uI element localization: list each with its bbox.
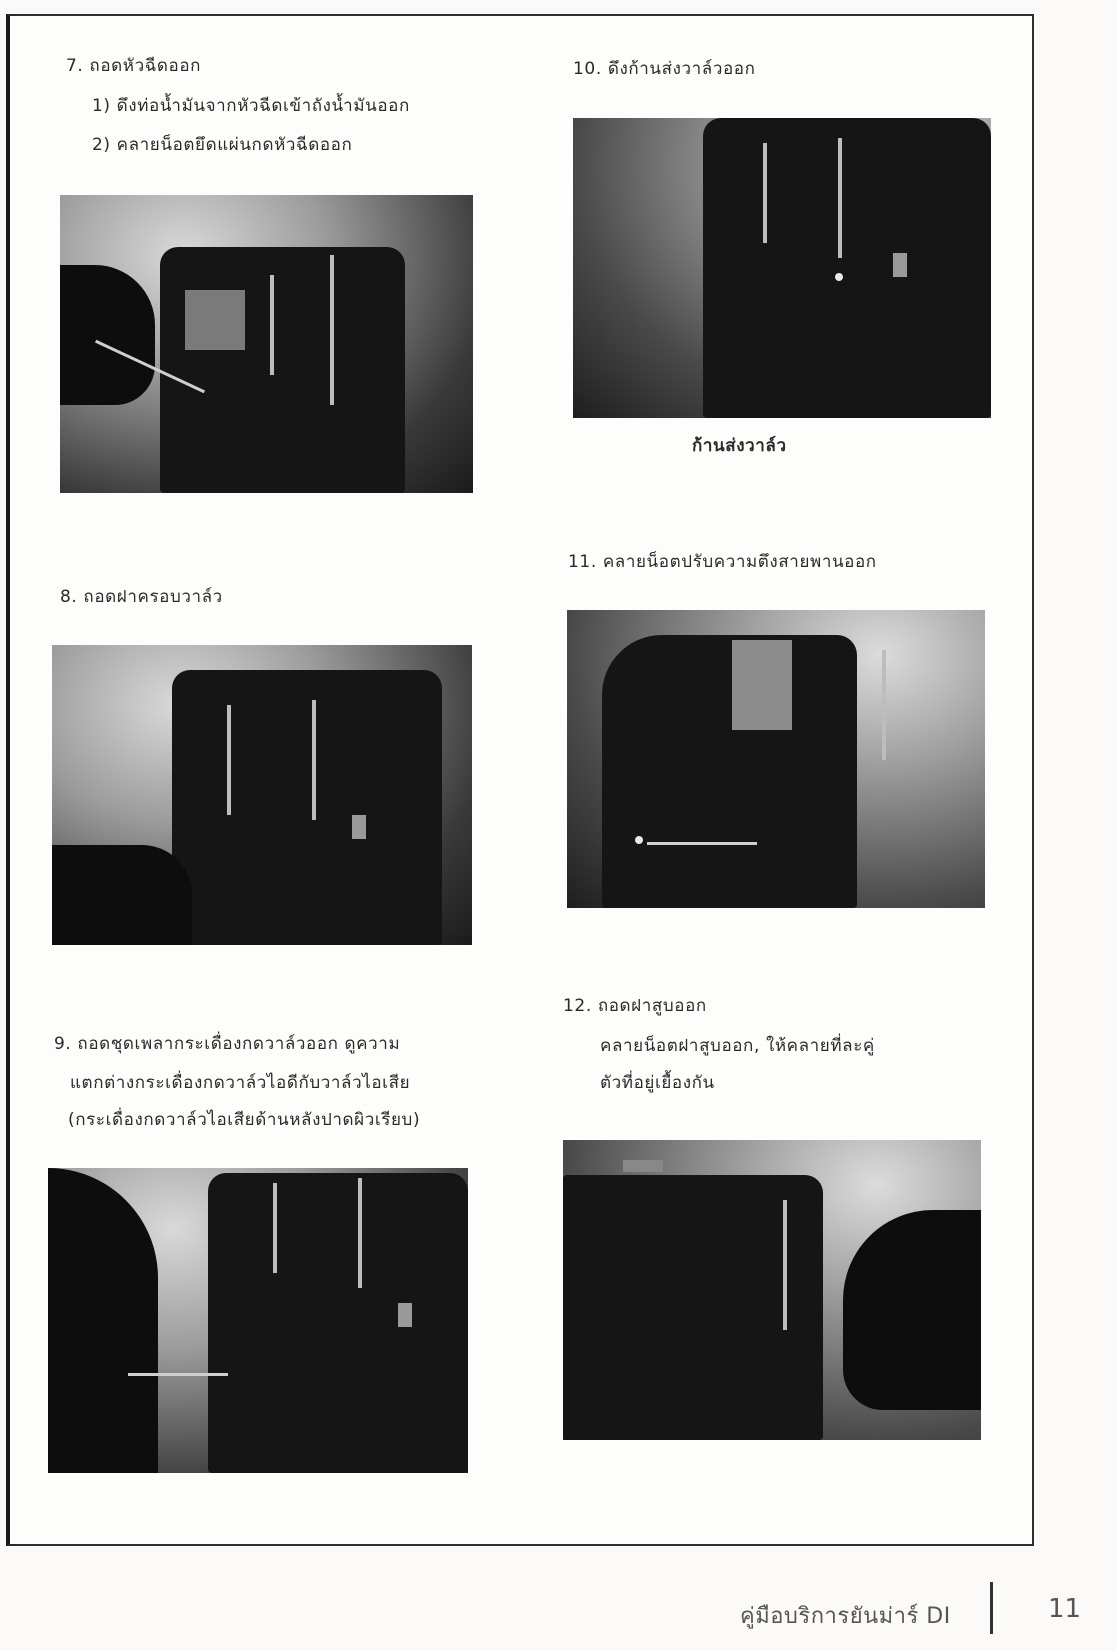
page-number: 11 [1048,1594,1082,1624]
step-7-line-2: 2) คลายน็อตยึดแผ่นกดหัวฉีดออก [92,135,353,155]
step-10-title: 10. ดึงก้านส่งวาล์วออก [573,59,756,79]
step-10-photo [573,118,991,418]
footer-manual-title: คู่มือบริการยันม่าร์ DI [740,1604,951,1629]
step-9-photo [48,1168,468,1473]
step-7-line-1: 1) ดึงท่อน้ำมันจากหัวฉีดเข้าถังน้ำมันออก [92,96,410,116]
step-9-line-3: (กระเดื่องกดวาล์วไอเสียด้านหลังปาดผิวเรียบ) [68,1110,421,1130]
step-12-photo [563,1140,981,1440]
step-11-title: 11. คลายน็อตปรับความตึงสายพานออก [568,552,877,572]
step-10-caption: ก้านส่งวาล์ว [692,436,787,456]
step-9-line-1: 9. ถอดชุดเพลากระเดื่องกดวาล์วออก ดูความ [54,1034,401,1054]
step-9-line-2: แตกต่างกระเดื่องกดวาล์วไอดีกับวาล์วไอเสีย [70,1073,411,1093]
step-12-title: 12. ถอดฝาสูบออก [563,996,707,1016]
step-8-title: 8. ถอดฝาครอบวาล์ว [60,587,223,607]
step-12-line-2: ตัวที่อยู่เยื้องกัน [600,1073,715,1093]
footer-divider [990,1582,993,1634]
step-8-photo [52,645,472,945]
step-7-photo [60,195,473,493]
step-11-photo [567,610,985,908]
step-12-line-1: คลายน็อตฝาสูบออก, ให้คลายที่ละคู่ [600,1036,875,1056]
step-7-title: 7. ถอดหัวฉีดออก [66,56,202,76]
